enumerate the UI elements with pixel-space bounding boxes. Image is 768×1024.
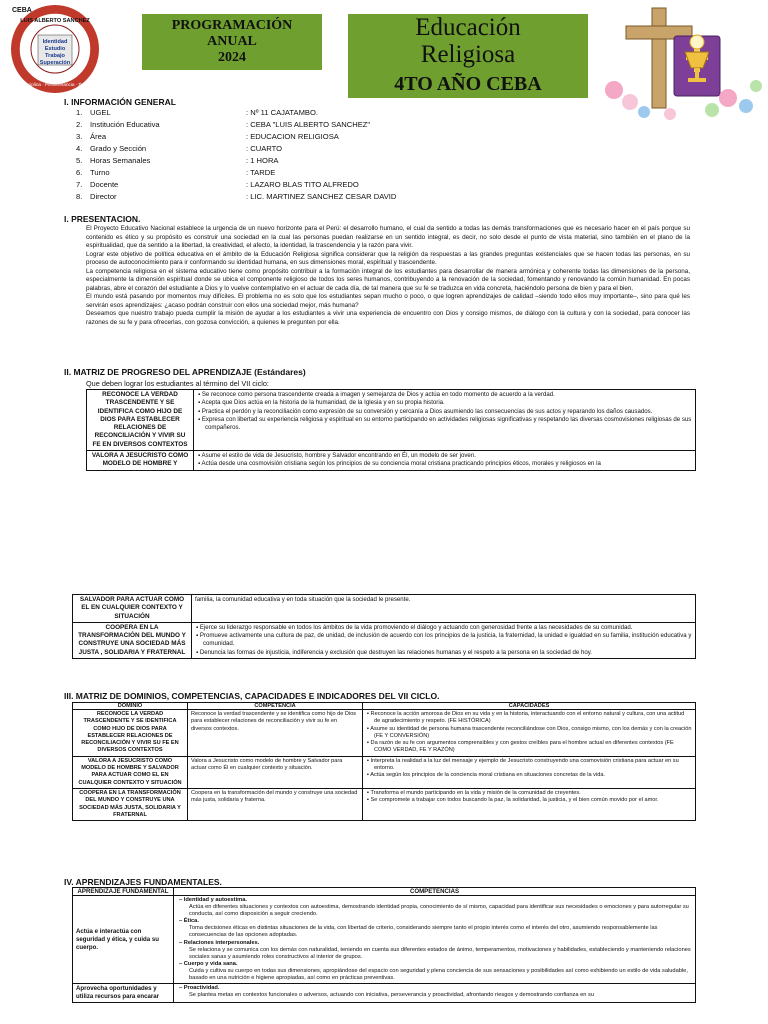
list-item: ▪ Denuncia las formas de injusticia, indiferencia y exclusión que destruyen las relaciones humanas y el respeto a la persona en la sociedad de hoy.	[196, 648, 593, 656]
competencia-desc: Cuida y cultiva su cuerpo en todas sus dimensiones, apropiándose del espacio con seguridad y plena conciencia de sus sensaciones y posibilidades así como exhibiendo un estilo de vida saludable, basado en una nutrición e higiene apropiadas, así como en prácticas preventivas.	[189, 967, 688, 982]
svg-text:Estudio: Estudio	[44, 46, 66, 52]
domain-cell: VALORA A JESUCRISTO COMO MODELO DE HOMBRE Y	[87, 451, 194, 471]
competencias-cell	[174, 984, 696, 1003]
banner-grade: 4TO AÑO CEBA	[348, 70, 588, 98]
list-item: ▪ Interpreta la realidad a la luz del mensaje y ejemplo de Jesucristo construyendo una cosmovisión cristiana para actuar en su entorno.	[367, 757, 679, 772]
header-capacidades: CAPACIDADES	[363, 703, 696, 710]
table-row	[73, 984, 696, 1003]
competencia-name: – Relaciones interpersonales.	[179, 939, 260, 946]
capacidades-cell	[363, 788, 696, 820]
banner-area	[348, 14, 588, 70]
list-item: ▪ Actúa según los principios de la conciencia moral cristiana en situaciones concretas de la vida.	[367, 772, 605, 779]
table-row	[87, 451, 696, 471]
matriz-progreso-table-top	[86, 389, 696, 471]
competencia-name: – Cuerpo y vida sana.	[179, 960, 238, 967]
competencia-name: – Ética.	[179, 918, 199, 925]
competencia-name: – Identidad y autoestima.	[179, 897, 247, 903]
banner-area-line-2: Religiosa	[420, 41, 516, 68]
aprendizajes-table	[72, 887, 696, 1003]
info-row: 1. UGEL : Nº 11 CAJATAMBO.	[76, 108, 318, 117]
matriz-dominios-table	[72, 702, 696, 821]
capacidades-cell	[363, 756, 696, 788]
list-item: ▪ Asume el estilo de vida de Jesucristo, hombre y Salvador encontrando en Él, un modelo de ser joven.	[198, 452, 476, 460]
competencia-cell: Reconoce la verdad trascendente y se identifica como hijo de Dios para establecer relaciones de reconciliación y vivir su fe en diversos contextos.	[188, 710, 363, 757]
presentacion-paragraph: El Proyecto Educativo Nacional establece la urgencia de un nuevo horizonte para el Perú: el desarrollo humano, el cual da sentido a todas las demás transformaciones que es necesario hacer en el país porque su contenido es ético y su propósito es construir una sociedad en la cual las personas puedan realizarse en un sentido integral, es decir, no solo desde el punto de vista material, sino también en el plano de la espiritualidad, que da sentido a la libertad, la creatividad, el afecto, la identidad, la trascendencia y la razón para vivir.	[86, 225, 690, 249]
banner-line-2: ANUAL	[207, 34, 257, 49]
logo-bottom-text: Disciplina · Perseverancia · Éxito	[21, 82, 89, 87]
info-section-title: I. INFORMACIÓN GENERAL	[64, 97, 176, 107]
competencia-desc: Se relaciona y se comunica con los demás con naturalidad, teniendo en cuenta sus diferentes estados de ánimo, temperamentos, motivaciones y habilidades, estableciendo y manteniendo relaciones sociales sanas y asumiendo roles constructivos al interior de grupos.	[189, 946, 691, 960]
list-item: ▪ Ejerce su liderazgo responsable en todos los ámbitos de la vida promoviendo el diálogo y actuando con generosidad frente a las necesidades de su comunidad.	[196, 623, 633, 631]
banner-programacion	[142, 14, 322, 70]
competencia-desc: Toma decisiones éticas en distintas situaciones de la vida, con libertad de criterio, considerando siempre tanto el propio interés como el interés del otro, asumiendo responsablemente las consecuencias de las opciones adoptadas.	[189, 925, 658, 939]
school-seal-icon	[4, 2, 106, 94]
list-item: ▪ Acepta que Dios actúa en la historia de la humanidad, de la Iglesia y en su propia historia.	[198, 399, 445, 407]
domain-cell: SALVADOR PARA ACTUAR COMO EL EN CUALQUIER CONTEXTO Y SITUACIÓN	[73, 595, 192, 623]
cross-chalice-bible-icon	[600, 2, 766, 120]
competencia-cell: Coopera en la transformación del mundo y construye una sociedad más justa, solidaria y fraterna.	[188, 788, 363, 820]
table-row	[73, 756, 696, 788]
svg-text:Identidad: Identidad	[42, 39, 68, 45]
svg-text:Superación: Superación	[39, 60, 71, 66]
aprendizaje-cell: Actúa e interactúa con seguridad y ética, y cuida su cuerpo.	[73, 896, 174, 984]
standards-cell	[194, 451, 696, 471]
table-row	[73, 622, 696, 658]
domain-cell: RECONOCE LA VERDAD TRASCENDENTE Y SE IDENTIFICA COMO HIJO DE DIOS PARA ESTABLECER RELACIONES DE RECONCILIACIÓN Y VIVIR SU FE EN DIVERSOS CONTEXTOS	[87, 390, 194, 451]
standards-cell	[192, 622, 696, 658]
logo-ceba-text: CEBA	[12, 7, 32, 14]
presentacion-paragraph: El mundo está pasando por momentos muy difíciles. El problema no es solo que los estudiantes sepan mucho o poco, o que logren aprendizajes de calidad –siendo todo ellos muy importante–, sino para qué les servirán esos aprendizajes: ¿acaso podrán construir con ellos una sociedad mejor, más humana?	[86, 293, 690, 309]
school-logo	[4, 2, 106, 94]
header-competencia: COMPETENCIA	[188, 703, 363, 710]
matriz-progreso-subtitle: Que deben lograr los estudiantes al término del VII ciclo:	[86, 379, 269, 388]
competencia-cell: Valora a Jesucristo como modelo de hombre y Salvador para actuar como Él en cualquier contexto y situación.	[188, 756, 363, 788]
standards-cell: familia, la comunidad educativa y en toda situación que la sociedad le presente.	[192, 595, 696, 623]
list-item: ▪ Transforma el mundo participando en la vida y misión de la comunidad de creyentes.	[367, 789, 581, 796]
presentacion-paragraph: Lograr este objetivo de política educativa en el ámbito de la Educación Religiosa significa considerar que la religión da respuestas a las grandes preguntas existenciales que se hacen todas las personas, en su proceso de autoconocimiento para ir conformando su identidad humana, en sus dimensiones moral, espiritual y trascendente.	[86, 250, 690, 266]
list-item: ▪ Practica el perdón y la reconciliación como expresión de su conversión y cercanía a Dios asumiendo las consecuencias de sus actos y reparando los daños causados.	[198, 407, 653, 415]
list-item: ▪ Se reconoce como persona trascendente creada a imagen y semejanza de Dios y actúa en todo momento de acuerdo a la verdad.	[198, 391, 555, 398]
info-row: 5. Horas Semanales : 1 HORA	[76, 156, 279, 165]
table-row	[73, 710, 696, 757]
info-row: 6. Turno : TARDE	[76, 168, 276, 177]
dominio-cell: VALORA A JESUCRISTO COMO MODELO DE HOMBRE Y SALVADOR PARA ACTUAR COMO EL EN CUALQUIER CONTEXTO Y SITUACIÓN	[73, 756, 188, 788]
matriz-progreso-title: II. MATRIZ DE PROGRESO DEL APRENDIZAJE (Estándares)	[64, 367, 306, 377]
info-row: 2. Institución Educativa : CEBA "LUIS ALBERTO SANCHEZ"	[76, 120, 371, 129]
info-row: 4. Grado y Sección : CUARTO	[76, 144, 283, 153]
presentacion-title: I. PRESENTACION.	[64, 214, 141, 224]
header-aprendizaje: APRENDIZAJE FUNDAMENTAL	[73, 888, 174, 896]
info-row: 8. Director : LIC. MARTINEZ SANCHEZ CESAR DAVID	[76, 192, 397, 201]
list-item: ▪ Promueve activamente una cultura de paz, de unidad, de inclusión de acuerdo con los principios de la justicia, la fraternidad, la unidad e igualdad en su familia, institución educativa y comunidad.	[196, 632, 692, 648]
table-row	[73, 788, 696, 820]
svg-text:Trabajo: Trabajo	[45, 53, 65, 59]
list-item: ▪ Da razón de su fe con argumentos comprensibles y con gestos creíbles para el hombre actual en diferentes contextos (FE COMO VERDAD, FE Y RAZÓN)	[367, 740, 674, 754]
dominio-cell: COOPERA EN LA TRANSFORMACIÓN DEL MUNDO Y CONSTRUYE UNA SOCIEDAD MÁS JUSTA, SOLIDARIA Y FRATERNAL	[73, 788, 188, 820]
info-row: 7. Docente : LAZARO BLAS TITO ALFREDO	[76, 180, 359, 189]
table-row	[87, 390, 696, 451]
competencias-cell	[174, 896, 696, 984]
header-competencias: COMPETENCIAS	[174, 888, 696, 896]
list-item: ▪ Se compromete a trabajar con todos buscando la paz, la solidaridad, la justicia, y el bien común movido por el amor.	[367, 797, 659, 804]
aprendizajes-title: IV. APRENDIZAJES FUNDAMENTALES.	[64, 877, 222, 887]
religious-decoration	[600, 2, 766, 120]
presentacion-body	[86, 225, 690, 327]
info-row: 3. Área : EDUCACION RELIGIOSA	[76, 132, 339, 141]
banner-area-line-1: Educación	[415, 14, 521, 41]
table-header-row	[73, 703, 696, 710]
list-item: ▪ Actúa desde una cosmovisión cristiana según los principios de su conciencia moral cristiana practicando principios éticos, morales y religiosos en la	[198, 460, 601, 468]
presentacion-paragraph: Deseamos que nuestro trabajo pueda cumplir la misión de ayudar a los estudiantes a vivir una experiencia de encuentro con Dios y consigo mismos, de diálogo con la cultura y con la sociedad, para conocer las razones de su fe y para ofrecerlas, con gozosa convicción, a quienes le pregunten por ella.	[86, 310, 690, 326]
competencia-desc: Actúa en diferentes situaciones y contextos con autoestima, demostrando identidad propia, conocimiento de sí mismo, capacidad para identificar sus necesidades o emociones y para autorregular su conducta, así como disposición a seguir creciendo.	[189, 904, 689, 918]
competencia-name: – Proactividad.	[179, 985, 220, 992]
standards-cell	[194, 390, 696, 451]
presentacion-paragraph: La competencia religiosa en el sistema educativo tiene como propósito contribuir a la formación integral de los estudiantes para desarrollar de manera armónica y coherente todas las dimensiones de la persona, especialmente la dimensión espiritual donde se ubica el componente religioso de todos los seres humanos, contribuyendo a la renovación de la sociedad, fomentando y renovando la común humanidad. En pocas palabras, abre el corazón del estudiante a Dios y lo vuelve contemplativo en el actuar de cada día, de tal manera que su fe se traduzca en vida concreta, haciéndolo persona de bien y para el bien.	[86, 267, 690, 292]
logo-school-name: LUIS ALBERTO SANCHEZ	[20, 18, 90, 24]
dominio-cell: RECONOCE LA VERDAD TRASCENDENTE Y SE IDENTIFICA COMO HIJO DE DIOS PARA ESTABLECER RELACIONES DE RECONCILIACIÓN Y VIVIR SU FE EN DIVERSOS CONTEXTOS	[73, 710, 188, 757]
aprendizaje-cell: Aprovecha oportunidades y utiliza recursos para encarar	[73, 984, 174, 1003]
competencia-desc: Se plantea metas en contextos funcionales o adversos, actuando con iniciativa, perseverancia y proactividad, afrontando riesgos y demostrando confianza en su	[189, 992, 595, 999]
capacidades-cell	[363, 710, 696, 757]
matriz-progreso-table-bottom	[72, 594, 696, 659]
list-item: ▪ Asume su identidad de persona humana trascendente reconciliándose con Dios, consigo mismo, con los demás y con la creación (FE Y CONVERSIÓN)	[367, 725, 692, 739]
table-row	[73, 595, 696, 623]
banner-line-1: PROGRAMACIÓN	[171, 18, 293, 33]
list-item: ▪ Expresa con libertad su experiencia religiosa y espiritual en su entorno participando en actividades religiosas significativas y respetando las diversas cosmovisiones religiosas de sus compañeros.	[198, 415, 692, 432]
matriz-dominios-title: III. MATRIZ DE DOMINIOS, COMPETENCIAS, CAPACIDADES E INDICADORES DEL VII CICLO.	[64, 691, 440, 701]
table-header-row	[73, 888, 696, 896]
table-row	[73, 896, 696, 984]
banner-line-3: 2024	[218, 50, 246, 65]
list-item: ▪ Reconoce la acción amorosa de Dios en su vida y en la historia, interactuando con el entorno natural y cultura, con una actitud de agradecimiento y respeto. (FE HISTÓRICA)	[367, 711, 685, 725]
domain-cell: COOPERA EN LA TRANSFORMACIÓN DEL MUNDO Y CONSTRUYE UNA SOCIEDAD MÁS JUSTA , SOLIDARIA Y FRATERNAL	[73, 622, 192, 658]
header-dominio: DOMINIO	[73, 703, 188, 710]
